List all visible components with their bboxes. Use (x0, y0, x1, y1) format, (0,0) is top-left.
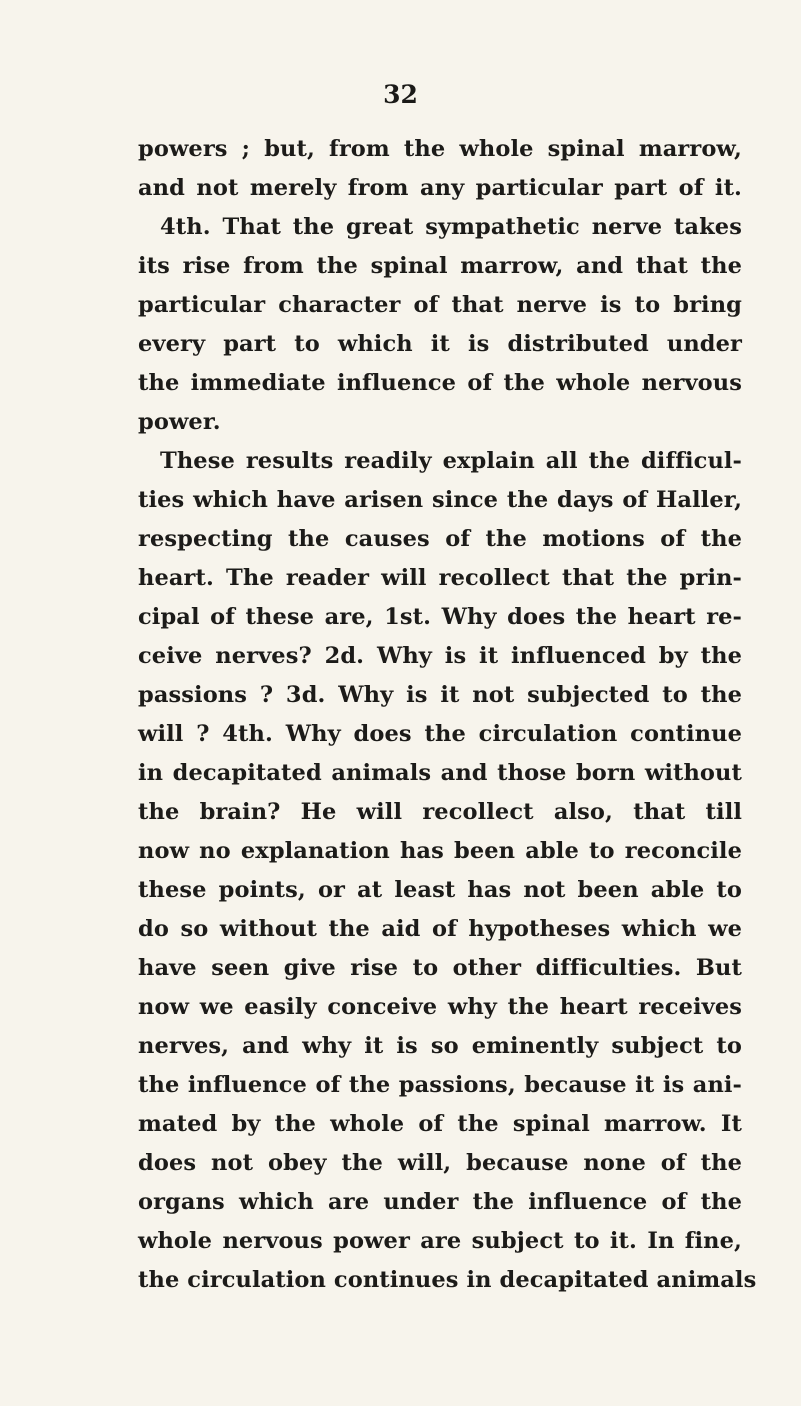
text-line: its rise from the spinal marrow, and that the (138, 253, 742, 279)
text-line: heart. The reader will recollect that the prin- (138, 565, 742, 591)
text-line: every part to which it is distributed under (138, 331, 742, 357)
text-line: 4th. That the great sympathetic nerve takes (160, 214, 742, 240)
text-line: in decapitated animals and those born without (138, 760, 742, 786)
text-line: and not merely from any particular part of it. (138, 175, 742, 201)
text-line: respecting the causes of the motions of the (138, 526, 742, 552)
text-line: powers ; but, from the whole spinal marrow, (138, 136, 742, 162)
text-line: passions ? 3d. Why is it not subjected to the (138, 682, 742, 708)
page-body-text (138, 130, 757, 1300)
text-line: whole nervous power are subject to it. In fine, (138, 1228, 742, 1254)
text-line: cipal of these are, 1st. Why does the heart re- (138, 604, 742, 630)
text-line: particular character of that nerve is to bring (138, 292, 742, 318)
text-line: the circulation continues in decapitated animals (138, 1267, 757, 1293)
text-line: now we easily conceive why the heart receives (138, 994, 742, 1020)
text-line: have seen give rise to other difficulties. But (138, 955, 742, 981)
text-line: do so without the aid of hypotheses which we (138, 916, 742, 942)
text-line: these points, or at least has not been able to (138, 877, 742, 903)
text-line: These results readily explain all the difficul- (160, 448, 742, 474)
text-line: ties which have arisen since the days of Haller, (138, 487, 742, 513)
text-line: the brain? He will recollect also, that till (138, 799, 742, 825)
text-line: will ? 4th. Why does the circulation continue (138, 721, 742, 747)
text-line: the influence of the passions, because it is ani- (138, 1072, 742, 1098)
text-line: now no explanation has been able to reconcile (138, 838, 742, 864)
text-line: mated by the whole of the spinal marrow. It (138, 1111, 742, 1137)
page-number: 32 (383, 80, 418, 109)
text-line: does not obey the will, because none of the (138, 1150, 742, 1176)
text-line: ceive nerves? 2d. Why is it influenced by the (138, 643, 742, 669)
text-line: nerves, and why it is so eminently subject to (138, 1033, 742, 1059)
text-line: power. (138, 409, 221, 435)
text-line: organs which are under the influence of the (138, 1189, 742, 1215)
text-line: the immediate influence of the whole nervous (138, 370, 742, 396)
